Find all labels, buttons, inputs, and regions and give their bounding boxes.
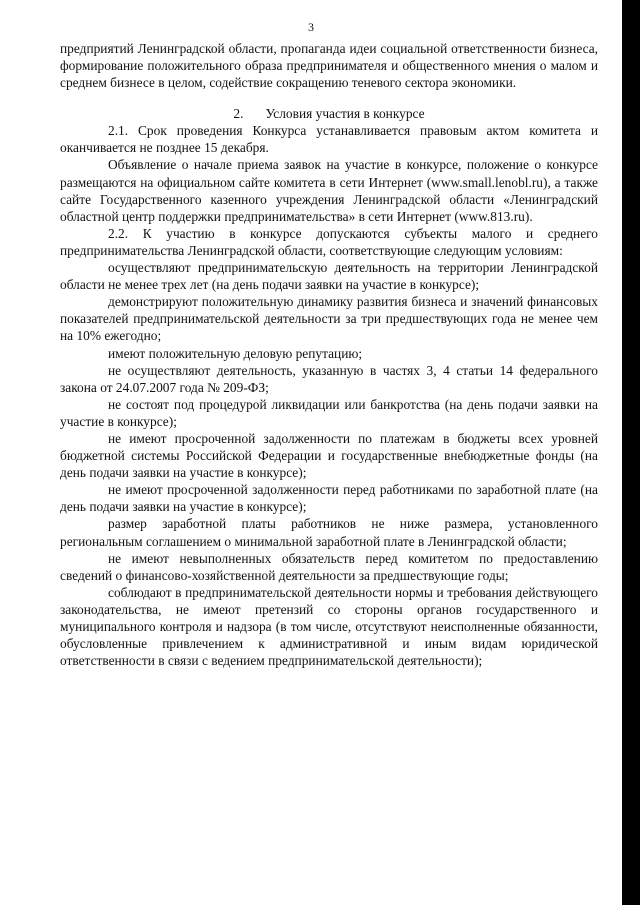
document-body: [60, 40, 598, 669]
condition-item: имеют положительную деловую репутацию;: [108, 345, 363, 361]
scan-border: [622, 0, 640, 905]
paragraph-2-1: 2.1. Срок проведения Конкурса устанавливается правовым актом комитета и оканчивается не позднее 15 декабря.: [60, 123, 598, 156]
condition-item: демонстрируют положительную динамику развития бизнеса и значений финансовых показателей предпринимательской деятельности за три предшествующих года не менее чем на 10% ежегодно;: [60, 294, 598, 344]
condition-item: соблюдают в предпринимательской деятельности нормы и требования действующего законодательства, не имеют претензий со стороны органов государственного и муниципального контроля и надзора (в том числе, отсутствуют неисполненные обязанности, обусловленные привлечением к административной и иным видам юридической ответственности в связи с ведением предпринимательской деятельности);: [60, 584, 598, 669]
condition-item: не имеют невыполненных обязательств перед комитетом по предоставлению сведений о финансово-хозяйственной деятельности за предшествующие годы;: [60, 550, 598, 583]
condition-item: не имеют просроченной задолженности по платежам в бюджеты всех уровней бюджетной системы Российской Федерации и государственные внебюджетные фонды (на день подачи заявки на участие в конкурсе);: [60, 430, 598, 481]
condition-item: не состоят под процедурой ликвидации или банкротства (на день подачи заявки на участие в конкурсе);: [60, 396, 598, 429]
section-title: Условия участия в конкурсе: [265, 106, 425, 122]
condition-item: не осуществляют деятельность, указанную в частях 3, 4 статьи 14 федерального закона от 24.07.2007 года № 209-ФЗ;: [60, 362, 598, 395]
paragraph-2-2: 2.2. К участию в конкурсе допускаются субъекты малого и среднего предпринимательства Ленинградской области, соответствующие следующим условиям:: [60, 225, 598, 258]
condition-item: размер заработной платы работников не ниже размера, установленного региональным соглашением о минимальной заработной плате в Ленинградской области;: [60, 516, 598, 549]
condition-item: не имеют просроченной задолженности перед работниками по заработной плате (на день подачи заявки на участие в конкурсе);: [60, 482, 598, 515]
paragraph-announcement: Объявление о начале приема заявок на участие в конкурсе, положение о конкурсе размещаются на официальном сайте комитета в сети Интернет (www.small.lenobl.ru), а также сайте Государственного казенного учреждения Ленинградской области «Ленинградский областной центр поддержки предпринимательства» в сети Интернет (www.813.ru).: [60, 157, 598, 224]
condition-item: осуществляют предпринимательскую деятельность на территории Ленинградской области не менее трех лет (на день подачи заявки на участие в конкурсе);: [60, 260, 598, 293]
section-number: 2.: [233, 106, 244, 122]
section-heading: [60, 105, 598, 122]
intro-paragraph: предприятий Ленинградской области, пропаганда идеи социальной ответственности бизнеса, формирование положительного образа предпринимателя и общественного мнения о малом и среднем бизнесе в целом, содействие сокращению теневого сектора экономики.: [60, 41, 598, 91]
page-number: 3: [308, 20, 314, 34]
